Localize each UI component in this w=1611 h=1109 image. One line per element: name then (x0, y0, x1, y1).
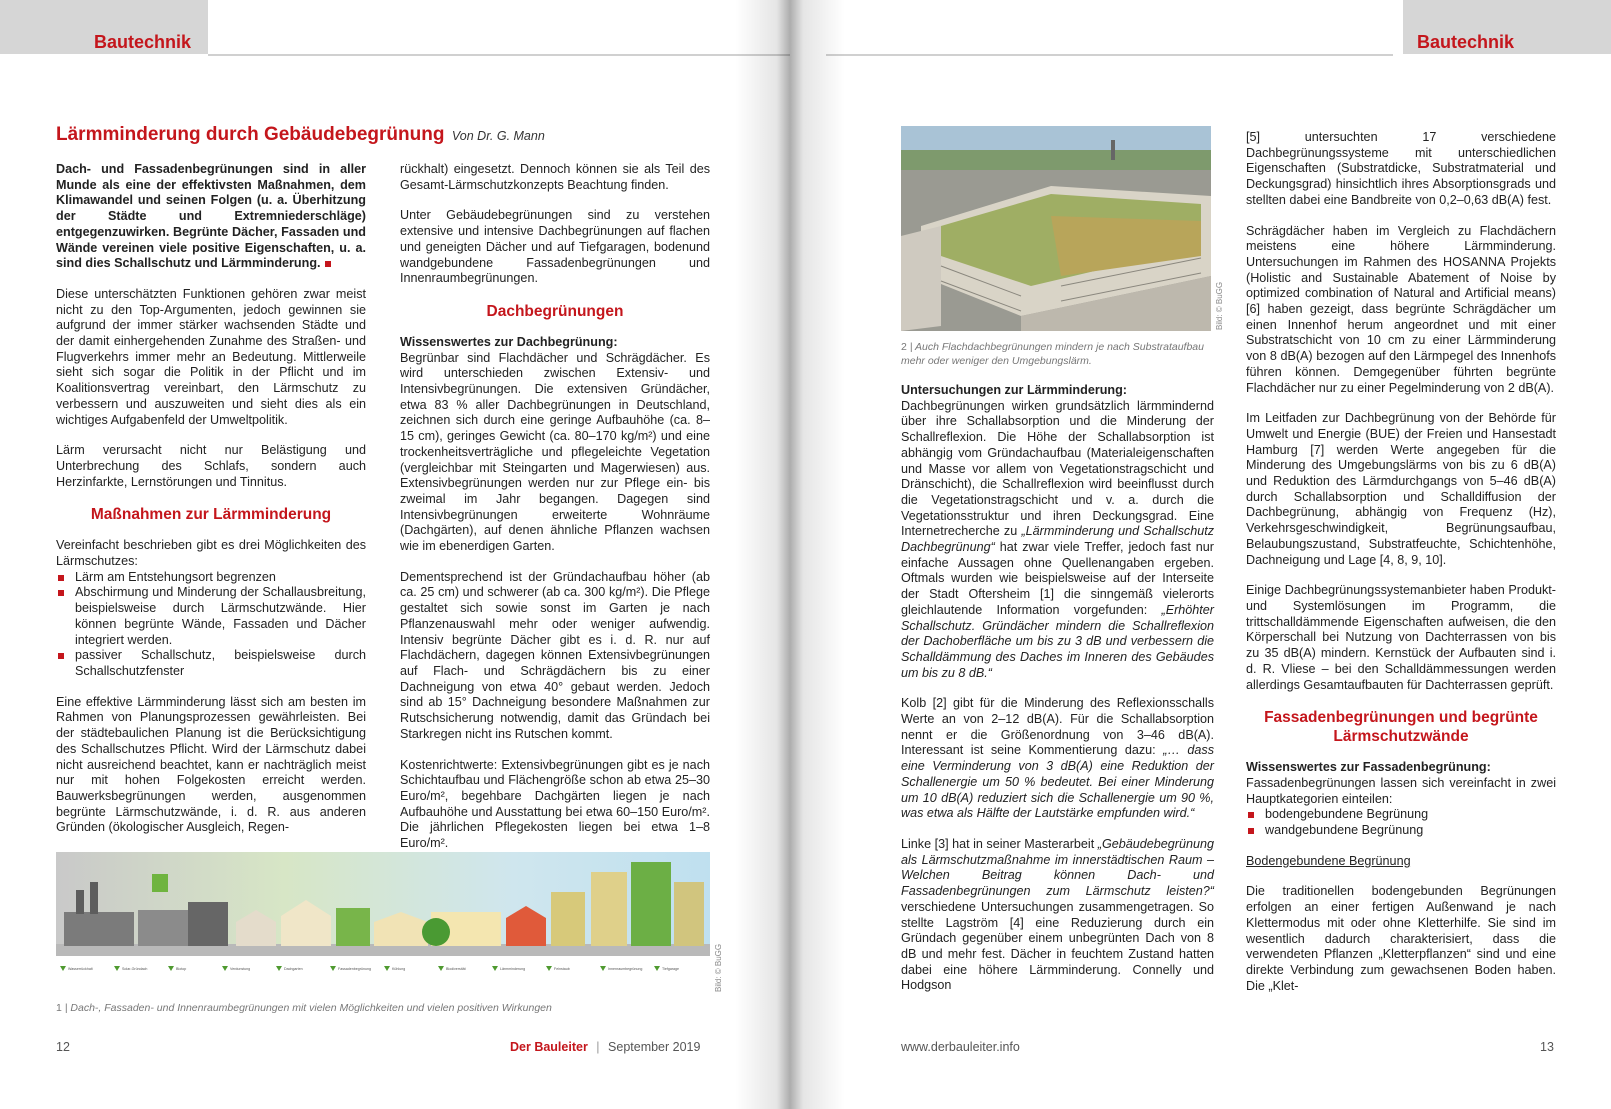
column-4 (1246, 130, 1556, 1009)
paragraph: Im Leitfaden zur Dachbegrünung von der Behörde für Umwelt und Energie (BUE) der Freien und Hansestadt Hamburg [7] werden Werte angegeben für die Minderung des Umgebungslärms von bis zu 6 dB(A) und Reduktion des Lärmdurchgangs von 5–46 dB(A) durch Schallabsorption und Schalldiffusion der Dachbegrünung, abhängig von Frequenz (Hz), Verkehrsgeschwindigkeit, Begrünungsaufbau, Belaubungszustand, Substratfeuchte, Schichtenhöhe, Dachneigung und Lage [4, 8, 9, 10]. (1246, 411, 1556, 567)
legend-label: Biotop (176, 967, 187, 971)
section-label: Bautechnik (1417, 32, 1515, 52)
paragraph: Dementsprechend ist der Gründachaufbau höher (ab ca. 25 cm) und schwerer (ab ca. 300 kg/m²). Die Pflege gestaltet sich sowie sonst im Garten je nach Pflanzenauswahl mehr oder weniger aufwendig. Intensiv begrünte Dächer gibt es i. d. R. nur auf Flachdächern, dagegen können Extensivbegrünungen auf Flach- und Schrägdächern bis zu einer Dachneigung von etwa 40° gebaut werden. Jedoch sind ab 15° Dachneigung besondere Maßnahmen zur Rutschsicherung notwendig, damit das Gründach bei Starkregen nicht ins Rutschen kommt. (400, 569, 710, 741)
page-number-right: 13 (1540, 1040, 1554, 1054)
paragraph: Vereinfacht beschrieben gibt es drei Möglichkeiten des Lärmschutzes: (56, 538, 366, 569)
subheading-dach: Dachbegrünungen (486, 302, 624, 320)
figure-2-caption: 2 | Auch Flachdachbegrünungen mindern je nach Substrataufbau mehr oder weniger den Umgebungslärm. (901, 341, 1204, 367)
subhead-dach: Wissenswertes zur Dachbegrünung: (400, 334, 618, 349)
list-item: wandgebundene Begrünung (1246, 823, 1556, 839)
subhead-untersuchungen: Untersuchungen zur Lärmminderung: (901, 383, 1127, 397)
legend-label: Verdunstung (230, 967, 251, 971)
magazine-name: Der Bauleiter (510, 1040, 588, 1054)
fassade-list (1246, 807, 1556, 838)
paragraph: Lärm verursacht nicht nur Belästigung und Unterbrechung des Schlafs, sondern auch Herzinfarkte, Lernstörungen und Tinnitus. (56, 443, 366, 489)
paragraph: Kostenrichtwerte: Extensivbegrünungen gibt es je nach Schichtaufbau und Flächengröße schon ab etwa 25–30 Euro/m², begehbare Dachgärten liegen je nach Aufbauhöhe und Ausstattung bei etwa 60–150 Euro/m². Die jährlichen Pflegekosten liegen bei etwa 1–8 Euro/m². (400, 757, 710, 851)
legend-label: Innenraumbegrünung (608, 967, 643, 971)
paragraph: Fassadenbegrünungen lassen sich vereinfacht in zwei Hauptkategorien einteilen: (1246, 775, 1556, 806)
header-rule (826, 54, 1393, 56)
paragraph: Eine effektive Lärmminderung lässt sich am besten im Rahmen von Planungsprozessen gewährleisten. Bei der städtebaulichen Planung ist die Berücksichtigung des Schallschutzes Pflicht. Wird der Lärmschutz dabei nicht ausreichend beachtet, kann er nachträglich meist nur mit hohen Folgekosten erreicht werden. Bauwerksbegrünungen werden, ausgenommen begrünte Lärmschutzwände, i. d. R. aus anderen Gründen (ökologischer Ausgleich, Regen- (56, 694, 366, 835)
figure-2-credit: Bild: © BuGG (1215, 281, 1224, 330)
column-2 (400, 162, 710, 867)
article-heading (56, 124, 736, 146)
legend-label: Biodiversität (446, 967, 466, 971)
legend-label: Fassadenbegrünung (338, 967, 371, 971)
legend-label: Wasserrückhalt (68, 967, 93, 971)
subheading-fassade: Fassadenbegrünungen und begrünte Lärmschutzwände (1264, 709, 1538, 746)
issue-date: September 2019 (608, 1040, 701, 1054)
legend-label: Tiefgarage (662, 967, 680, 971)
paragraph: rückhalt) eingesetzt. Dennoch können sie als Teil des Gesamt-Lärmschutzkonzepts Beachtung finden. (400, 162, 710, 192)
paragraph: Unter Gebäudebegrünungen sind zu verstehen extensive und intensive Dachbegrünungen auf flachen und geneigten Dächer und auf Tiefgaragen, bodenund wandgebundene Fassadenbegrünungen und Innenraumbegrünungen. (400, 208, 710, 286)
column-3 (901, 383, 1214, 1009)
figure-2-photo (901, 126, 1211, 331)
list-item: bodengebundene Begrünung (1246, 807, 1556, 823)
paragraph: Linke [3] hat in seiner Masterarbeit „Gebäudebegrünung als Lärmschutzmaßnahme im innerstädtischen Raum – Welchen Beitrag können Dach- und Fassadenbegrünungen zum Lärmschutz leisten?“ verschiedene Untersuchungen zusammengetragen. So stellte Lagström [4] eine Reduzierung durch ein Gründach gegenüber einem unbegrünten Dach von 8 dB und mehr fest. Dächer in feuchtem Zustand hatten dabei eine höhere Lärmminderung. Connelly und Hodgson (901, 836, 1214, 993)
lead-paragraph: Dach- und Fassadenbegrünungen sind in aller Munde als eine der effektivsten Maßnahmen, dem Klimawandel und seinen Folgen (u. a. Überhitzung der Städte und Extremniederschläge) entgegenzuwirken. Begrünte Dächer, Fassaden und Wände vereinen viele positive Eigenschaften, u. a. sind dies Schallschutz und Lärmminderung. (56, 162, 366, 271)
left-page (0, 0, 790, 1109)
list-item: Lärm am Entstehungsort begrenzen (56, 570, 366, 586)
paragraph: Dachbegrünungen wirken grundsätzlich lärmmindernd über ihre Schallabsorption und die Minderung der Schallreflexion. Die Höhe der Schallabsorption ist abhängig vom Gründachaufbau (Materialeigenschaften und Masse vor allem von Vegetationstragschicht und Dränschicht), die Schallreflexion wird beeinflusst durch die Vegetationstragschicht und v. a. durch die Vegetationsstruktur und ihren Deckungsgrad. Eine Internetrecherche zu „Lärmminderung und Schallschutz Dachbegrünung“ hat zwar viele Treffer, jedoch fast nur einfache Aussagen ohne Quellenangaben ergeben. Oftmals wurden wie beispielsweise auf der Interseite der Stadt Oftersheim [1] die sinngemäß vielerorts gleichlautende Information vorgefunden: „Erhöhter Schallschutz. Gründächer mindern die Schallreflexion der Dachoberfläche um bis zu 3 dB und verbessern die Schalldämmung des Daches im Inneren des Gebäudes um bis zu 8 dB.“ (901, 398, 1214, 680)
paragraph: Schrägdächer haben im Vergleich zu Flachdächern meistens eine höhere Lärmminderung. Untersuchungen im Rahmen des HOSANNA Projekts (Holistic and Sustainable Abatement of Noise by optimized combination of Natural and Artificial means) [6] haben gezeigt, dass begrünte Schrägdächer um einen Innenhof herum angeordnet und mit einer Substratschicht von 10 cm zu einer Lärmminderung von 8 dB(A) bezogen auf den Lärmpegel des Innenhofs führen können. Demgegenüber führten begrünte Flachdächer nur zu einer Pegelminderung von 2 dB(A). (1246, 223, 1556, 395)
subhead-fassade: Wissenswertes zur Fassadenbegrünung: (1246, 760, 1491, 775)
page-number-left: 12 (56, 1040, 70, 1054)
article-title: Lärmminderung durch Gebäudebegrünung (56, 124, 445, 145)
figure-1-illustration (56, 852, 710, 980)
green-roof-photo (901, 126, 1211, 331)
footer-masthead: Der Bauleiter | September 2019 (510, 1040, 701, 1054)
legend-label: Solar-Gründach (122, 967, 148, 971)
subhead-bodengebunden: Bodengebundene Begrünung (1246, 853, 1411, 868)
legend-label: Kühlung (392, 967, 406, 971)
legend-label: Feinstaub (554, 967, 570, 971)
figure-1-credit: Bild: © BuGG (714, 943, 723, 992)
paragraph: Diese unterschätzten Funktionen gehören zwar meist nicht zu den Top-Argumenten, jedoch gewinnen sie aufgrund der immer stärker wachsenden Städte und der damit einhergehenden Zunahme des Straßen- und Flugverkehrs immer mehr an Bedeutung. Mittlerweile sieht sich sogar die Politik in der Pflicht und im Koalitionsvertrag vereinbart, den Lärmschutz zu verbessern und auszuweiten und sieht dies als ein wichtiges Aufgabenfeld der Umweltpolitik. (56, 286, 366, 427)
website-url: www.derbauleiter.info (901, 1040, 1020, 1054)
paragraph: Einige Dachbegrünungssystemanbieter haben Produkt- und Systemlösungen im Programm, die trittschalldämmende Eigenschaften aufweisen, die den Körperschall bei Nutzung von Dachterrassen von bis zu 35 dB(A) mindern. Kernstück der Aufbauten sind i. d. R. Vliese – bei den Schalldämmessungen werden allerdings Gesamtaufbauten für Dachterrassen geprüft. (1246, 583, 1556, 692)
massnahmen-list (56, 570, 366, 680)
section-label: Bautechnik (94, 32, 192, 52)
paragraph: [5] untersuchten 17 verschiedene Dachbegrünungssysteme mit unterschiedlichen Eigenschaften (Substratdicke, Substratmaterial und Deckungsgrad) hinsichtlich ihres Absorptionsgrads und stellten dabei eine Bandbreite von 0,2–0,63 dB(A) fest. (1246, 130, 1556, 207)
legend-label: Dachgarten (284, 967, 303, 971)
end-mark-icon (325, 261, 331, 267)
list-item: Abschirmung und Minderung der Schallausbreitung, beispielsweise durch Lärmschutzwände. Hier können begrünte Wände, Fassaden und Dächer integriert werden. (56, 585, 366, 648)
city-greening-illustration (56, 852, 710, 980)
paragraph: Kolb [2] gibt für die Minderung des Reflexionsschalls Werte an von 2–12 dB(A). Für die Schallabsorption nennt er die Größenordnung von 3–46 dB(A). Interessant ist seine Kommentierung dazu: „… dass eine Verminderung von 3 dB(A) eine Reduktion der Schallenergie um 50 % bedeutet. Bei einer Minderung um 10 dB(A) reduziert sich die Schallenergie um 90 %, was etwa als Hälfte der Lautstärke empfunden wird.“ (901, 696, 1214, 821)
figure-1-caption: 1 | Dach-, Fassaden- und Innenraumbegrünungen mit vielen Möglichkeiten und vielen positiven Wirkungen (56, 1002, 552, 1014)
paragraph: Die traditionellen bodengebunden Begrünungen erfolgen an einer fertigen Außenwand je nach Klettermodus mit oder ohne Kletterhilfe. Sie sind im wesentlich dadurch charakterisiert, dass die verwendeten Pflanzen „Kletterpflanzen“ sind und eine direkte Verbindung zum gewachsenen Boden haben. Die „Klet- (1246, 884, 1556, 993)
legend-label: Lärmminderung (500, 967, 526, 971)
paragraph: Begrünbar sind Flachdächer und Schrägdächer. Es wird unterschieden zwischen Extensiv- und Intensivbegrünungen. Die extensiven Gründächer, etwa 83 % aller Dachbegrünungen in Deutschland, zeichnen sich durch eine geringe Aufbauhöhe (ca. 8–15 cm), geringes Gewicht (ca. 80–170 kg/m²) und eine trockenheitsverträgliche und pflegeleichte Vegetation (vergleichbar mit Steingarten und Magerwiesen) aus. Extensivbegrünungen werden nur zur Pflege ein- bis zweimal im Jahr begangen. Dagegen sind Intensivbegrünungen erweiterte Wohnräume (Dachgärten), auf denen ähnliche Pflanzen wachsen wie im ebenerdigen Garten. (400, 350, 710, 554)
column-1 (56, 162, 366, 851)
right-page (790, 0, 1611, 1109)
list-item: passiver Schallschutz, beispielsweise durch Schallschutzfenster (56, 648, 366, 679)
subheading-massnahmen: Maßnahmen zur Lärmminderung (90, 506, 332, 524)
article-byline: Von Dr. G. Mann (451, 129, 545, 143)
header-rule (208, 54, 790, 56)
